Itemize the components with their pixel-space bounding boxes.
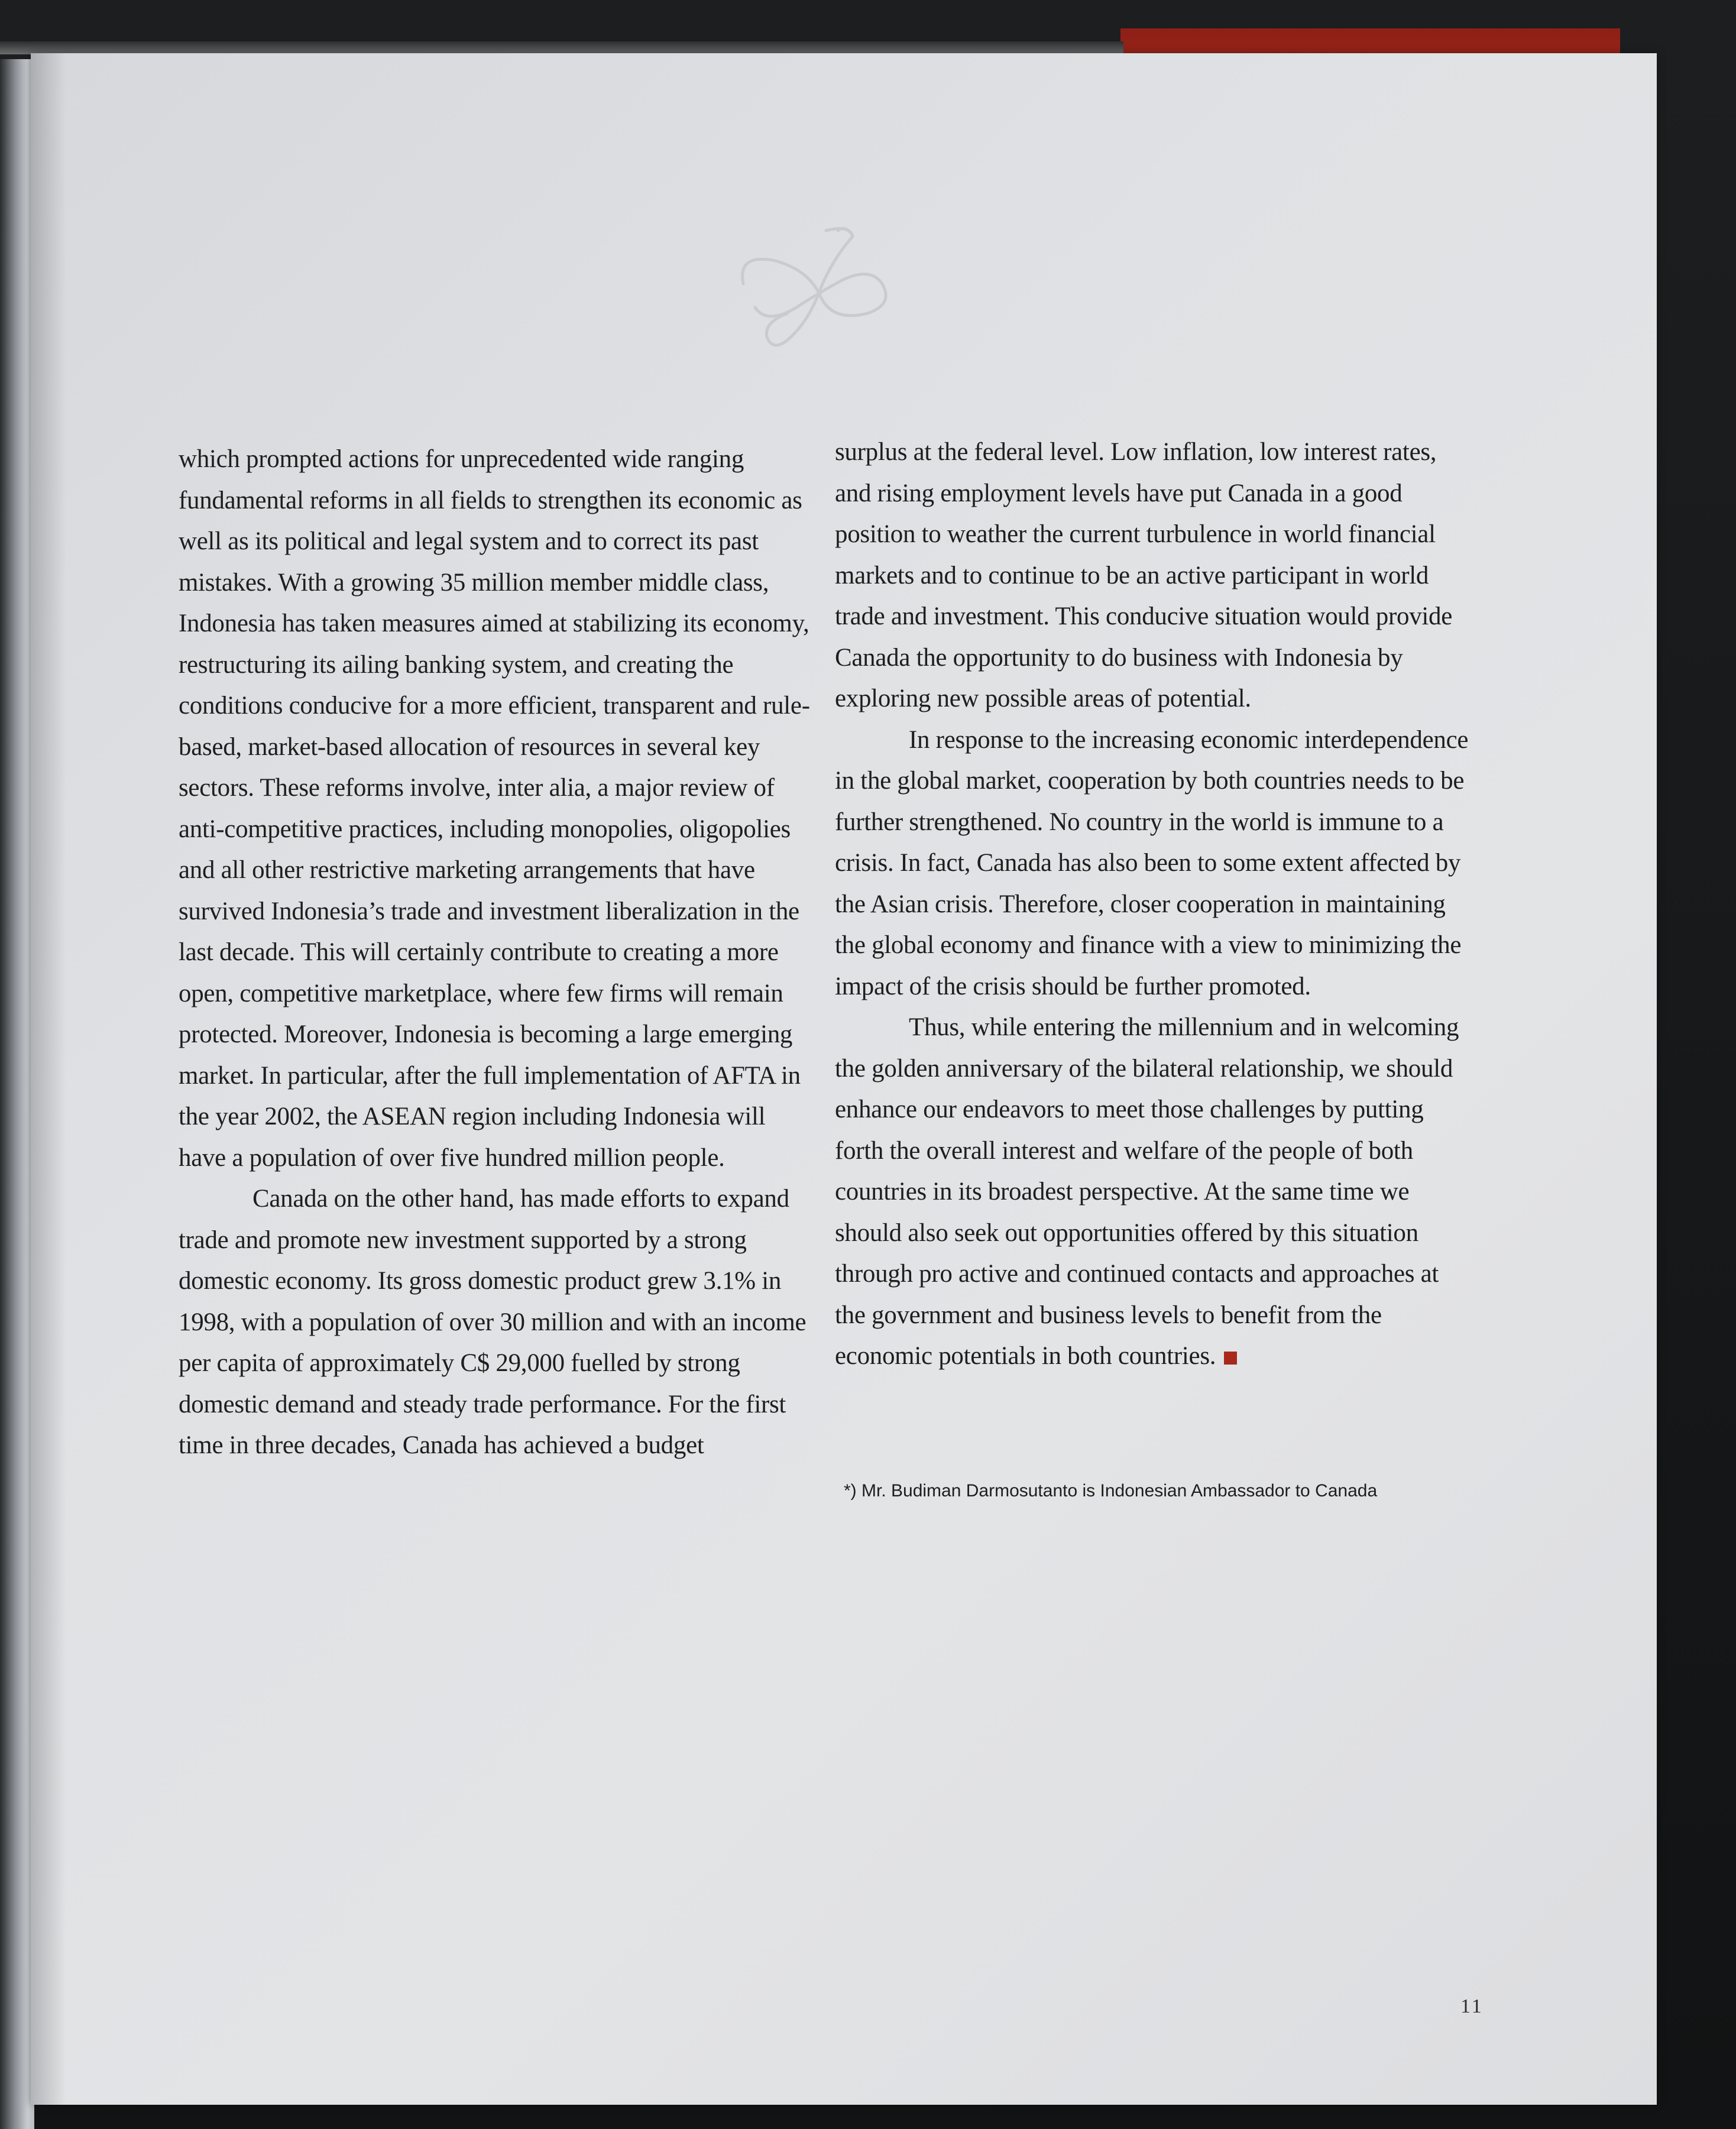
left-paragraph-1: which prompted actions for unprecedented wide ranging fundamental reforms in all fields to strengthen its economic as well as its political and legal system and to correct its past mistakes. With a growing 35 million member middle class, Indonesia has taken measures aimed at stabilizing its economy, restructuring its ailing banking system, and creating the conditions conducive for a more efficient, transparent and rule-based, market-based allocation of resources in several key sectors. These reforms involve, inter alia, a major review of anti-competitive practices, including monopolies, oligopolies and all other restrictive marketing arrangements that have survived Indonesia’s trade and investment liberalization in the last decade. This will certainly contribute to creating a more open, competitive marketplace, where few firms will remain protected. Moreover, Indonesia is becoming a large emerging market. In particular, after the full implementation of AFTA in the year 2002, the ASEAN region including Indonesia will have a population of over five hundred million people.: [179, 445, 810, 1172]
document-page: [31, 53, 1657, 2105]
right-paragraph-3: [835, 1007, 1473, 1377]
footnote: *) Mr. Budiman Darmosutanto is Indonesian Ambassador to Canada: [844, 1481, 1378, 1501]
page-number: 11: [1460, 1995, 1484, 2017]
right-paragraph-1: surplus at the federal level. Low inflation, low interest rates, and rising employment levels have put Canada in a good position to weather the current turbulence in world financial markets and to continue to be an active participant in world trade and investment. This conducive situation would provide Canada the opportunity to do business with Indonesia by exploring new possible areas of potential.: [835, 438, 1453, 712]
flourish-monogram-icon: [731, 219, 897, 372]
right-text-column: [835, 432, 1473, 1377]
right-paragraph-2: In response to the increasing economic interdependence in the global market, cooperation by both countries needs to be further strengthened. No country in the world is immune to a crisis. In fact, Canada has also been to some extent affected by the Asian crisis. Therefore, closer cooperation in maintaining the global economy and finance with a view to minimizing the impact of the crisis should be further promoted.: [835, 725, 1469, 1000]
left-paragraph-2: Canada on the other hand, has made efforts to expand trade and promote new investment supported by a strong domestic economy. Its gross domestic product grew 3.1% in 1998, with a population of over 30 million and with an income per capita of approximately C$ 29,000 fuelled by strong domestic demand and steady trade performance. For the first time in three decades, Canada has achieved a budget: [179, 1185, 807, 1459]
end-mark-square-icon: [1224, 1352, 1237, 1365]
right-paragraph-3-text: Thus, while entering the millennium and in welcoming the golden anniversary of the bilateral relationship, we should enhance our endeavors to meet those challenges by putting forth the overall interest and welfare of the people of both countries in its broadest perspective. At the same time we should also seek out opportunities offered by this situation through pro active and continued contacts and approaches at the government and business levels to benefit from the economic potentials in both countries.: [835, 1013, 1459, 1370]
page-top-edge: [0, 41, 1123, 54]
left-text-column: [179, 439, 817, 1466]
book-spine: [0, 59, 34, 2129]
